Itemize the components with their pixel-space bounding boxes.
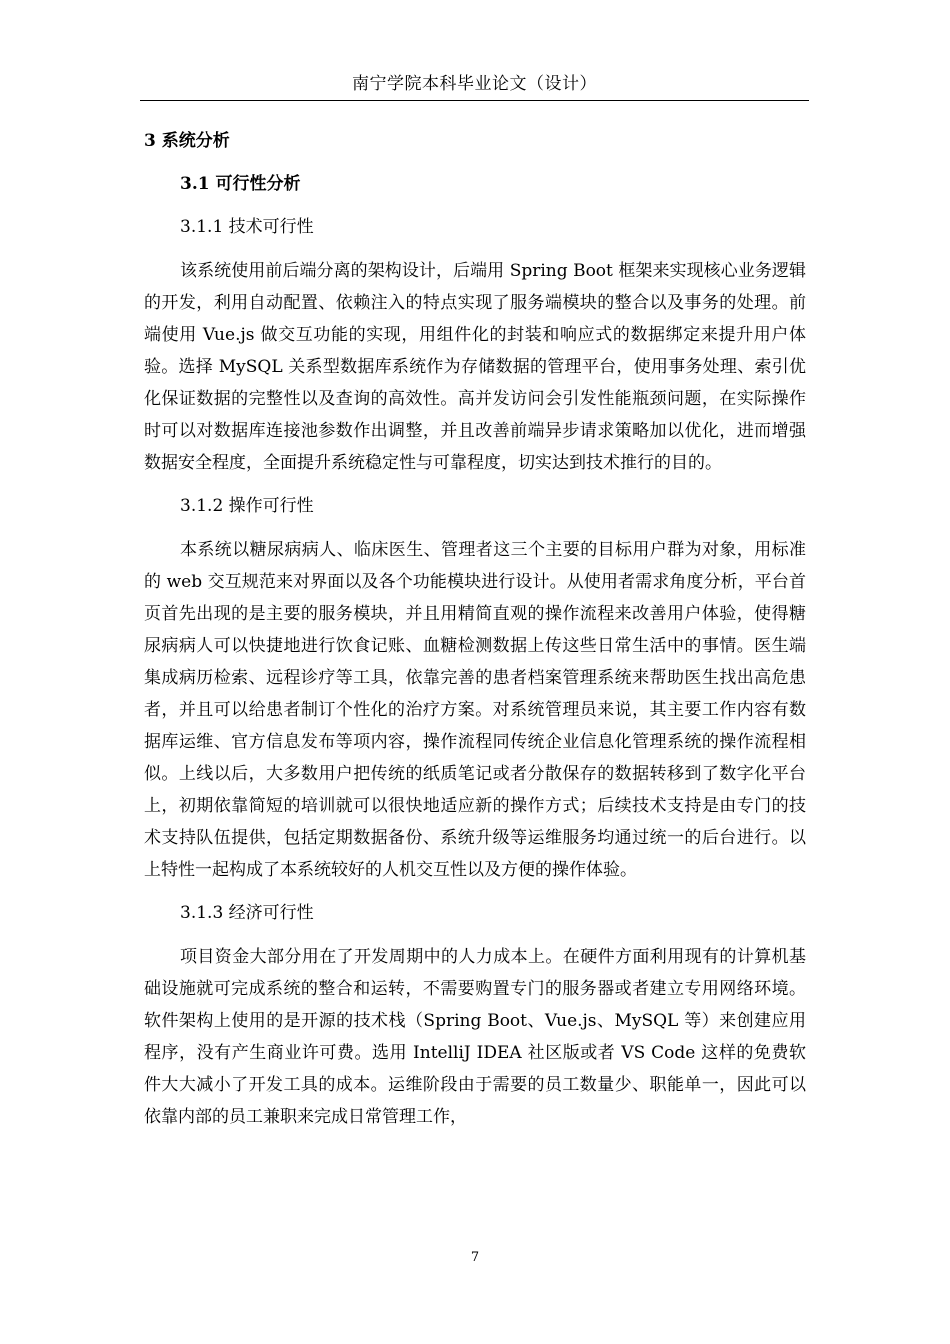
page-header-title: 南宁学院本科毕业论文（设计） bbox=[352, 74, 597, 94]
paragraph-economic-feasibility: 项目资金大部分用在了开发周期中的人力成本上。在硬件方面利用现有的计算机基础设施就可完成系统的整合和运转，不需要购置专门的服务器或者建立专用网络环境。软件架构上使用的是开源的技术栈（Spring Boot、Vue.js、MySQL 等）来创建应用程序，没有产生商业许可费。选用 IntelliJ IDEA 社区版或者 VS Code 这样的免费软件大大减小了开发工具的成本。运维阶段由于需要的员工数量少、职能单一，因此可以依靠内部的员工兼职来完成日常管理工作， bbox=[144, 947, 806, 1127]
paragraph-operational-feasibility: 本系统以糖尿病病人、临床医生、管理者这三个主要的目标用户群为对象，用标准的 web 交互规范来对界面以及各个功能模块进行设计。从使用者需求角度分析，平台首页首先出现的是主要的服务模块，并且用精简直观的操作流程来改善用户体验，使得糖尿病病人可以快捷地进行饮食记账、血糖检测数据上传这些日常生活中的事情。医生端集成病历检索、远程诊疗等工具，依靠完善的患者档案管理系统来帮助医生找出高危患者，并且可以给患者制订个性化的治疗方案。对系统管理员来说，其主要工作内容有数据库运维、官方信息发布等项内容，操作流程同传统企业信息化管理系统的操作流程相似。上线以后，大多数用户把传统的纸质笔记或者分散保存的数据转移到了数字化平台上，初期依靠简短的培训就可以很快地适应新的操作方式；后续技术支持是由专门的技术支持队伍提供，包括定期数据备份、系统升级等运维服务均通过统一的后台进行。以上特性一起构成了本系统较好的人机交互性以及方便的操作体验。 bbox=[144, 540, 806, 880]
heading-economic-feasibility: 3.1.3 经济可行性 bbox=[180, 903, 314, 923]
header-rule bbox=[140, 100, 809, 101]
section-heading: 3 系统分析 bbox=[144, 131, 230, 151]
page-number: 7 bbox=[470, 1250, 480, 1265]
heading-operational-feasibility: 3.1.2 操作可行性 bbox=[180, 496, 314, 516]
paragraph-technical-feasibility: 该系统使用前后端分离的架构设计，后端用 Spring Boot 框架来实现核心业务逻辑的开发，利用自动配置、依赖注入的特点实现了服务端模块的整合以及事务的处理。前端使用 Vue.js 做交互功能的实现，用组件化的封装和响应式的数据绑定来提升用户体验。选择 MySQL 关系型数据库系统作为存储数据的管理平台，使用事务处理、索引优化保证数据的完整性以及查询的高效性。高并发访问会引发性能瓶颈问题，在实际操作时可以对数据库连接池参数作出调整，并且改善前端异步请求策略加以优化，进而增强数据安全程度，全面提升系统稳定性与可靠程度，切实达到技术推行的目的。 bbox=[144, 261, 806, 473]
document-body bbox=[144, 126, 806, 1133]
subsection-heading: 3.1 可行性分析 bbox=[180, 174, 301, 194]
heading-technical-feasibility: 3.1.1 技术可行性 bbox=[180, 217, 314, 237]
